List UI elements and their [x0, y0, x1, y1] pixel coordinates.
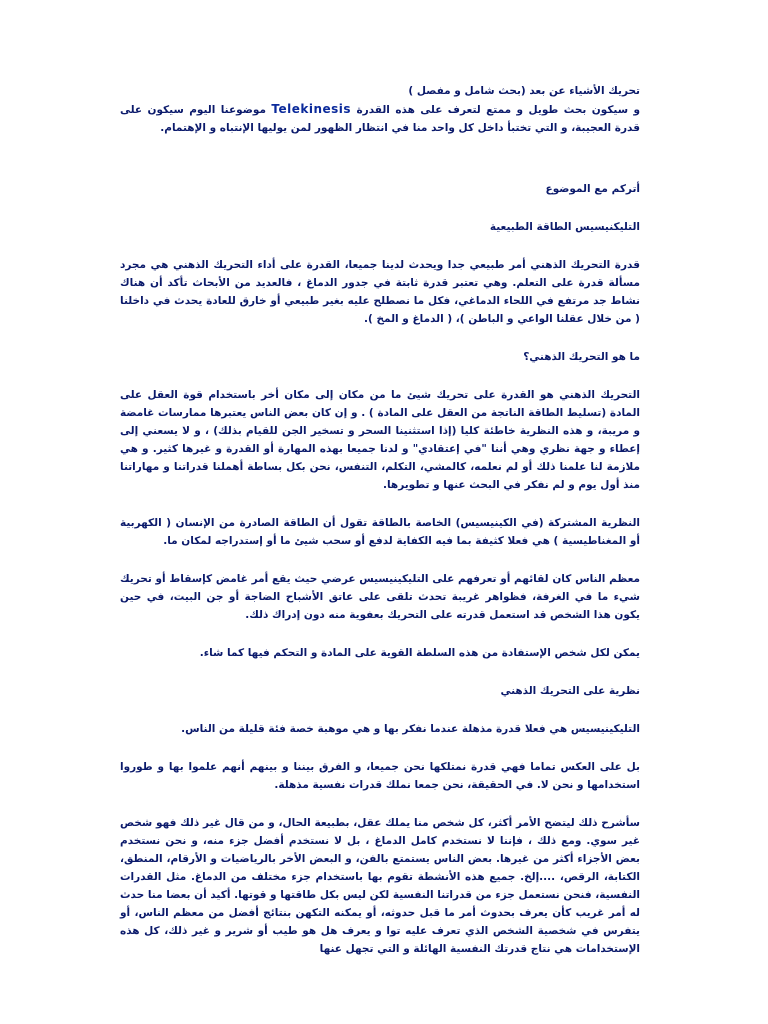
- greeting-line: أتركم مع الموضوع: [545, 183, 640, 195]
- paragraph-ability: التليكينيسيس هي فعلا قدرة مذهلة عندما نفكر بها و هي موهبة خصة فئة قليلة من الناس.: [181, 723, 640, 735]
- paragraph-definition: التحريك الذهني هو القدرة على تحريك شيئ ما من مكان إلى مكان أخر باستخدام قوة العقل على المادة (تسليط الطاقة الناتجة من العقل على المادة ) . و إن كان بعض الناس يعتبرها ممارسات غامضة و مريبة، و هذه النظرية خاطئة كليا (إذا استثنينا السحر و تسخير الجن للقيام بذلك) ، و لا يسعني إلى إعطاء و جهة نظري وهي أننا "في إعتقادي" و لدنا جميعا بهذه المهارة أو القدرة و غيرها كثير. و هي ملازمة لنا علمنا ذلك أو لم نعلمه، كالمشي، التكلم، التنفس، نحن بكل بساطة أهملنا قدراتنا و مهاراتنا منذ أول يوم و لم نفكر في البحث عنها و تطويرها.: [120, 389, 640, 491]
- article-body: [120, 82, 640, 958]
- section-question-what-is: ما هو التحريك الذهني؟: [523, 351, 640, 363]
- paragraph-most-people: معظم الناس كان لقائهم أو تعرفهم على التليكينيسيس عرضي حيث يقع أمر غامض كإسقاط أو تحريك شيء ما في الغرفة، فظواهر غريبة تحدث تلقى على عاتق الأشباح الضاجة أو جن البيت، في حين يكون هذا الشخص قد استعمل قدرته على التحريك بعفوية منه دون إدراك ذلك.: [120, 573, 640, 621]
- section-heading-theory: نظرية على التحريك الذهني: [500, 685, 640, 697]
- paragraph-contrary: بل على العكس تماما فهي قدرة نمتلكها نحن جميعا، و الفرق بيننا و بينهم أنهم علموا بها و طوروا استخدامها و نحن لا. في الحقيقة، نحن جمعا نملك قدرات نفسية مذهلة.: [120, 761, 640, 791]
- paragraph-anyone-can: يمكن لكل شخص الإستفادة من هذه السلطة القوية على المادة و التحكم فيها كما شاء.: [199, 647, 640, 659]
- section-heading-natural-energy: التليكنيسيس الطاقة الطبيعية: [489, 221, 640, 233]
- paragraph-explain: سأشرح ذلك ليتضح الأمر أكثر، كل شخص منا يملك عقل، بطبيعة الحال، و من قال غير ذلك فهو شخص غير سوي. ومع ذلك ، فإننا لا نستخدم كامل الدماغ ، بل لا نستخدم أفضل جزء منه، و نحن نستخدم بعض الأجزاء أكثر من غيرها. بعض الناس يستمتع بالفن، و البعض الأخر بالرياضيات و الأرقام، المنطق، الكتابة، الرقص، ....إلخ. جميع هذه الأنشطة تقوم بها باستخدام جزء مختلف من الدماغ. مثل القدرات النفسية، فنحن نستعمل جزء من قدراتنا النفسية لكن ليس بكل طاقتها و قوتها. أكيد أن بعضا منا حدث له أمر غريب كأن يعرف بحدوث أمر ما قبل حدوثه، أو يمكنه التكهن بنتائج أفضل من معظم الناس، أو يتفرس في شخصية الشخص الذي تعرف عليه توا و يعرف هل هو طيب أو شرير و غير ذلك، كل هذه الإستخدامات هي نتاج قدرتك النفسية الهائلة و التي تجهل عنها: [120, 817, 640, 955]
- intro-paragraph: [120, 100, 640, 137]
- telekinesis-term: Telekinesis: [271, 102, 352, 116]
- paragraph-natural-energy: قدرة التحريك الذهني أمر طبيعي جدا ويحدث لدينا جميعا، القدرة على أداء التحريك الذهني هي مجرد مسألة قدرة على التعلم. وهي تعتبر قدرة ثابتة في جدور الدماغ ، فالعديد من الأبحاث تأكد أن هناك نشاط جد مرتفع في اللحاء الدماغي، فكل ما نصطلح عليه بغير طبيعي أو خارق للعادة يحدث في داخلنا ( من خلال عقلنا الواعي و الباطن )، ( الدماغ و المخ ).: [120, 259, 640, 325]
- article-title: تحريك الأشياء عن بعد (بحث شامل و مفصل ): [408, 85, 640, 97]
- intro-text-start: و سيكون بحث طويل و ممتع لتعرف على هذه القدرة: [351, 104, 640, 116]
- intro-text-end: موضوعنا اليوم سيكون على قدرة العجيبة، و التي تختبأ داخل كل واحد منا في انتظار الظهور لمن يوليها الإنتباه و الإهتمام.: [120, 104, 640, 134]
- paragraph-common-theory: النظرية المشتركة (في الكينيسيس) الخاصة بالطاقة تقول أن الطاقة الصادرة من الإنسان ( الكهربية أو المغناطيسية ) هي فعلا كثيفة بما فيه الكفاية لدفع أو سحب شيئ ما أو إستدراجه لمكان ما.: [120, 517, 640, 547]
